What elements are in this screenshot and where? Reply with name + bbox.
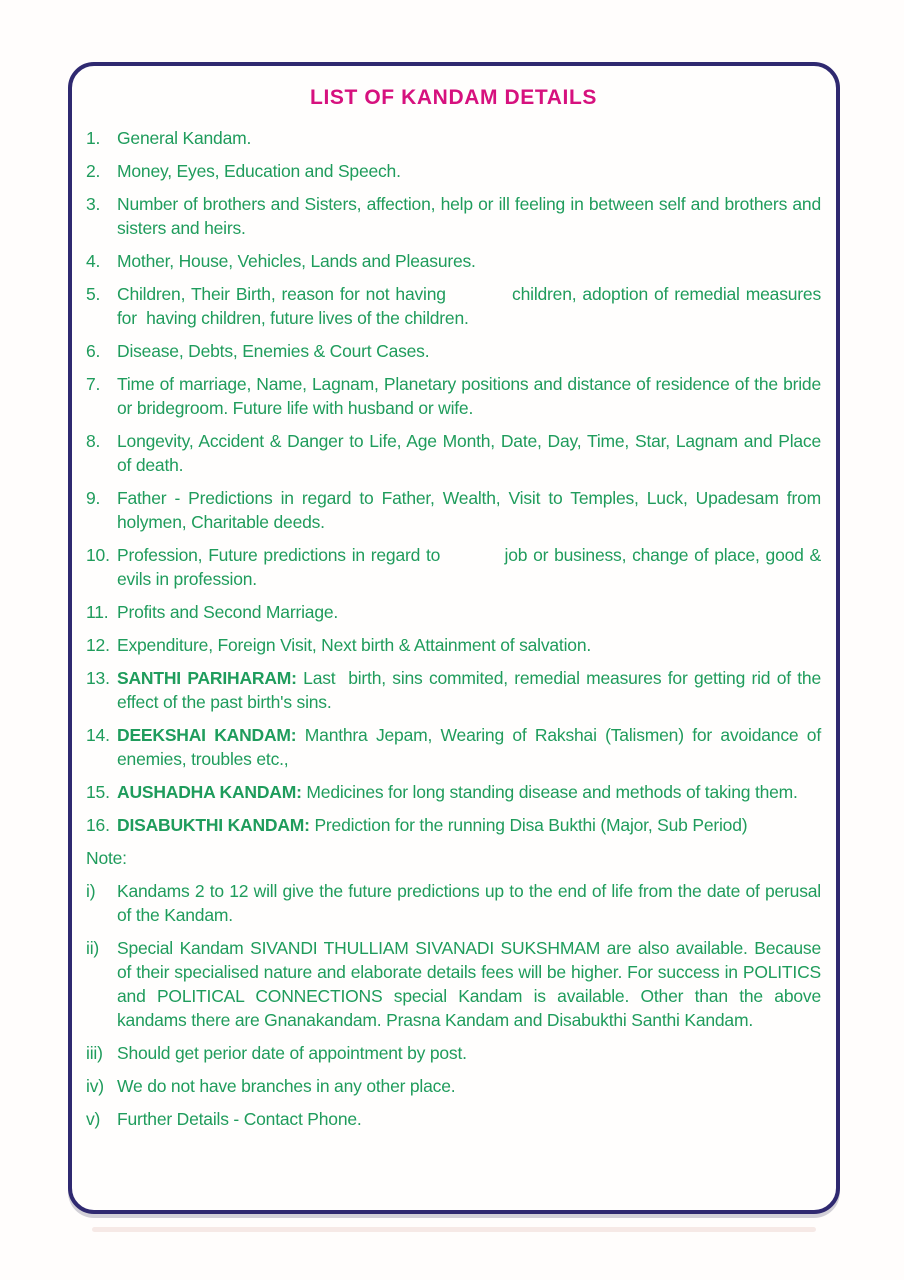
item-number: 6. bbox=[86, 341, 101, 361]
item-text: Children, Their Birth, reason for not having children, adoption of remedial measures for having children, future lives of the children. bbox=[117, 284, 821, 328]
list-item bbox=[86, 126, 821, 150]
list-item bbox=[86, 543, 821, 591]
note-label: Note: bbox=[86, 848, 127, 868]
note-item-text: Should get perior date of appointment by post. bbox=[117, 1043, 467, 1063]
item-bold-label: AUSHADHA KANDAM: bbox=[117, 782, 302, 802]
note-item-number: i) bbox=[86, 881, 96, 901]
list-item bbox=[86, 666, 821, 714]
kandam-list bbox=[86, 126, 821, 837]
note-item bbox=[86, 936, 821, 1032]
note-item bbox=[86, 1107, 821, 1131]
page-title: LIST OF KANDAM DETAILS bbox=[310, 86, 597, 109]
item-text: Time of marriage, Name, Lagnam, Planetary positions and distance of residence of the bride or bridegroom. Future life with husband or wife. bbox=[117, 374, 821, 418]
item-number: 16. bbox=[86, 815, 110, 835]
list-item bbox=[86, 723, 821, 771]
item-text: Longevity, Accident & Danger to Life, Age Month, Date, Day, Time, Star, Lagnam and Place of death. bbox=[117, 431, 821, 475]
list-item bbox=[86, 159, 821, 183]
item-number: 9. bbox=[86, 488, 101, 508]
note-item-number: ii) bbox=[86, 938, 100, 958]
list-item bbox=[86, 600, 821, 624]
item-text: Mother, House, Vehicles, Lands and Pleasures. bbox=[117, 251, 476, 271]
item-text: Profits and Second Marriage. bbox=[117, 602, 339, 622]
item-text: Money, Eyes, Education and Speech. bbox=[117, 161, 401, 181]
item-text: General Kandam. bbox=[117, 128, 252, 148]
item-number: 14. bbox=[86, 725, 110, 745]
item-text: Medicines for long standing disease and methods of taking them. bbox=[301, 782, 798, 802]
item-number: 15. bbox=[86, 782, 110, 802]
item-number: 11. bbox=[86, 602, 109, 622]
note-item-text: Further Details - Contact Phone. bbox=[117, 1109, 362, 1129]
note-item-number: v) bbox=[86, 1109, 101, 1129]
item-number: 8. bbox=[86, 431, 101, 451]
item-text: Father - Predictions in regard to Father, Wealth, Visit to Temples, Luck, Upadesam from holymen, Charitable deeds. bbox=[117, 488, 821, 532]
item-number: 13. bbox=[86, 668, 110, 688]
item-number: 2. bbox=[86, 161, 101, 181]
note-item-number: iv) bbox=[86, 1076, 104, 1096]
note-item-text: We do not have branches in any other place. bbox=[117, 1076, 456, 1096]
list-item bbox=[86, 633, 821, 657]
item-number: 5. bbox=[86, 284, 101, 304]
list-item bbox=[86, 282, 821, 330]
item-number: 4. bbox=[86, 251, 101, 271]
list-item bbox=[86, 813, 821, 837]
scan-artifact-strip bbox=[92, 1227, 816, 1232]
list-item bbox=[86, 372, 821, 420]
item-bold-label: DISABUKTHI KANDAM: bbox=[117, 815, 310, 835]
list-item bbox=[86, 192, 821, 240]
item-text: Manthra Jepam, Wearing of Rakshai (Talismen) for avoidance of enemies, troubles etc., bbox=[117, 725, 821, 769]
item-number: 7. bbox=[86, 374, 101, 394]
item-text: Expenditure, Foreign Visit, Next birth & Attainment of salvation. bbox=[117, 635, 592, 655]
item-bold-label: DEEKSHAI KANDAM: bbox=[117, 725, 297, 745]
note-item bbox=[86, 1074, 821, 1098]
note-item-text: Special Kandam SIVANDI THULLIAM SIVANADI SUKSHMAM are also available. Because of their specialised nature and elaborate details fees will be higher. For success in POLITICS and POLITICAL CONNECTIONS special Kandam is available. Other than the above kandams there are Gnanakandam. Prasna Kandam and Disabukthi Santhi Kandam. bbox=[117, 938, 821, 1030]
item-text: Last birth, sins commited, remedial measures for getting rid of the effect of the past birth's sins. bbox=[117, 668, 821, 712]
item-text: Profession, Future predictions in regard to job or business, change of place, good & evils in profession. bbox=[117, 545, 821, 589]
list-item bbox=[86, 486, 821, 534]
item-number: 3. bbox=[86, 194, 101, 214]
list-item bbox=[86, 249, 821, 273]
item-number: 1. bbox=[86, 128, 101, 148]
note-list bbox=[86, 879, 821, 1131]
item-text: Number of brothers and Sisters, affection, help or ill feeling in between self and brothers and sisters and heirs. bbox=[117, 194, 821, 238]
item-text: Prediction for the running Disa Bukthi (Major, Sub Period) bbox=[309, 815, 748, 835]
list-item bbox=[86, 339, 821, 363]
list-item bbox=[86, 780, 821, 804]
note-item-text: Kandams 2 to 12 will give the future predictions up to the end of life from the date of perusal of the Kandam. bbox=[117, 881, 821, 925]
document-frame bbox=[68, 62, 840, 1214]
note-item bbox=[86, 879, 821, 927]
item-number: 10. bbox=[86, 545, 110, 565]
item-bold-label: SANTHI PARIHARAM: bbox=[117, 668, 297, 688]
item-text: Disease, Debts, Enemies & Court Cases. bbox=[117, 341, 430, 361]
note-item-number: iii) bbox=[86, 1043, 103, 1063]
item-number: 12. bbox=[86, 635, 110, 655]
note-item bbox=[86, 1041, 821, 1065]
list-item bbox=[86, 429, 821, 477]
